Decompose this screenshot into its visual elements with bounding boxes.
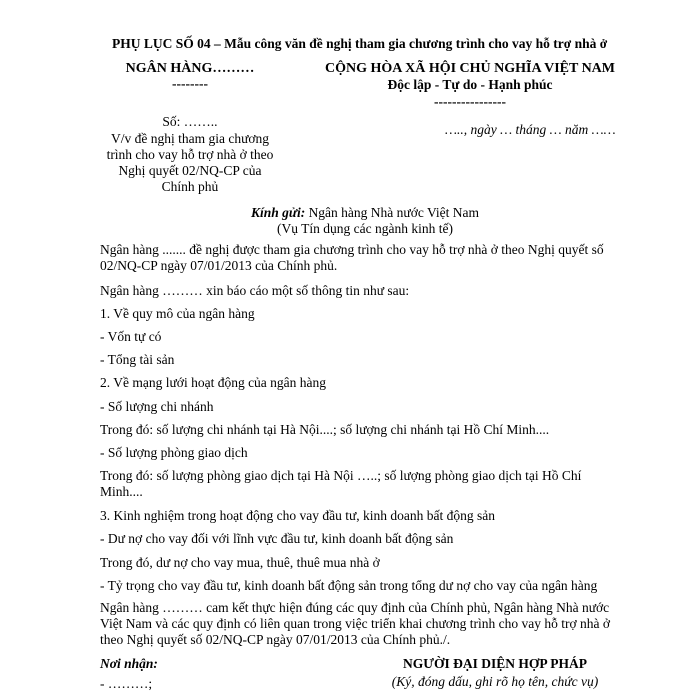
recipient-line [150,205,580,221]
commitment-paragraph: Ngân hàng ……… cam kết thực hiện đúng các quy định của Chính phủ, Ngân hàng Nhà nước Việt Nam và các quy định có liên quan trong việc triển khai chương trình cho vay hỗ trợ nhà ở theo Nghị quyết số 02/NQ-CP ngày 07/01/2013 của Chính phủ./. [100,600,611,647]
list-item: - Số lượng phòng giao dịch [100,445,248,460]
bank-name: NGÂN HÀNG……… [125,61,255,76]
subject-line: Nghị quyết 02/NQ-CP của [118,163,262,178]
recipient-name: Ngân hàng Nhà nước Việt Nam [305,205,480,220]
list-detail: Trong đó: số lượng chi nhánh tại Hà Nội....; số lượng chi nhánh tại Hồ Chí Minh.... [100,422,550,437]
subject-line: Chính phủ [161,179,219,194]
recipients-first: - ………; [100,676,153,691]
section-heading: 1. Về quy mô của ngân hàng [100,306,255,321]
republic-heading: CỘNG HÒA XÃ HỘI CHỦ NGHĨA VIỆT NAM [324,61,615,76]
appendix-title: PHỤ LỤC SỐ 04 – Mẫu công văn đề nghị tham gia chương trình cho vay hỗ trợ nhà ở [112,36,608,51]
list-item: - Vốn tự có [100,329,162,344]
list-detail: Trong đó, dư nợ cho vay mua, thuê, thuê mua nhà ở [100,555,380,570]
list-item: - Dư nợ cho vay đối với lĩnh vực đầu tư, kinh doanh bất động sản [100,531,454,546]
section-heading: 3. Kinh nghiệm trong hoạt động cho vay đầu tư, kinh doanh bất động sản [100,508,496,523]
motto: Độc lập - Tự do - Hạnh phúc [387,77,553,92]
motto-dashes: ---------------- [434,94,506,109]
intro-paragraph: Ngân hàng ....... đề nghị được tham gia chương trình cho vay hỗ trợ nhà ở theo Nghị quyết số 02/NQ-CP ngày 07/01/2013 của Chính phủ. [100,242,604,273]
list-item: - Số lượng chi nhánh [100,399,214,414]
subject-line: trình cho vay hỗ trợ nhà ở theo [106,147,274,162]
recipient-label: Kính gửi: [250,205,306,220]
list-detail: Trong đó: số lượng phòng giao dịch tại Hà Nội …..; số lượng phòng giao dịch tại Hồ Chí Minh.... [100,468,582,499]
signer-note: (Ký, đóng dấu, ghi rõ họ tên, chức vụ) [391,674,599,689]
section-heading: 2. Về mạng lưới hoạt động của ngân hàng [100,375,327,390]
signer-title: NGƯỜI ĐẠI DIỆN HỢP PHÁP [402,656,587,671]
date-line: ….., ngày … tháng … năm …… [445,122,616,137]
subject-line: V/v đề nghị tham gia chương [110,131,270,146]
recipient-dept: (Vụ Tín dụng các ngành kinh tế) [277,221,453,236]
list-item: - Tổng tài sản [100,352,175,367]
list-item: - Tỷ trọng cho vay đầu tư, kinh doanh bất động sản trong tổng dư nợ cho vay của ngân hàng [100,578,598,593]
document-number: Số: …….. [162,114,218,129]
report-intro: Ngân hàng ……… xin báo cáo một số thông tin như sau: [100,283,410,298]
bank-dashes: -------- [172,76,208,91]
recipients-label: Nơi nhận: [100,656,158,671]
subject-block [98,131,282,195]
